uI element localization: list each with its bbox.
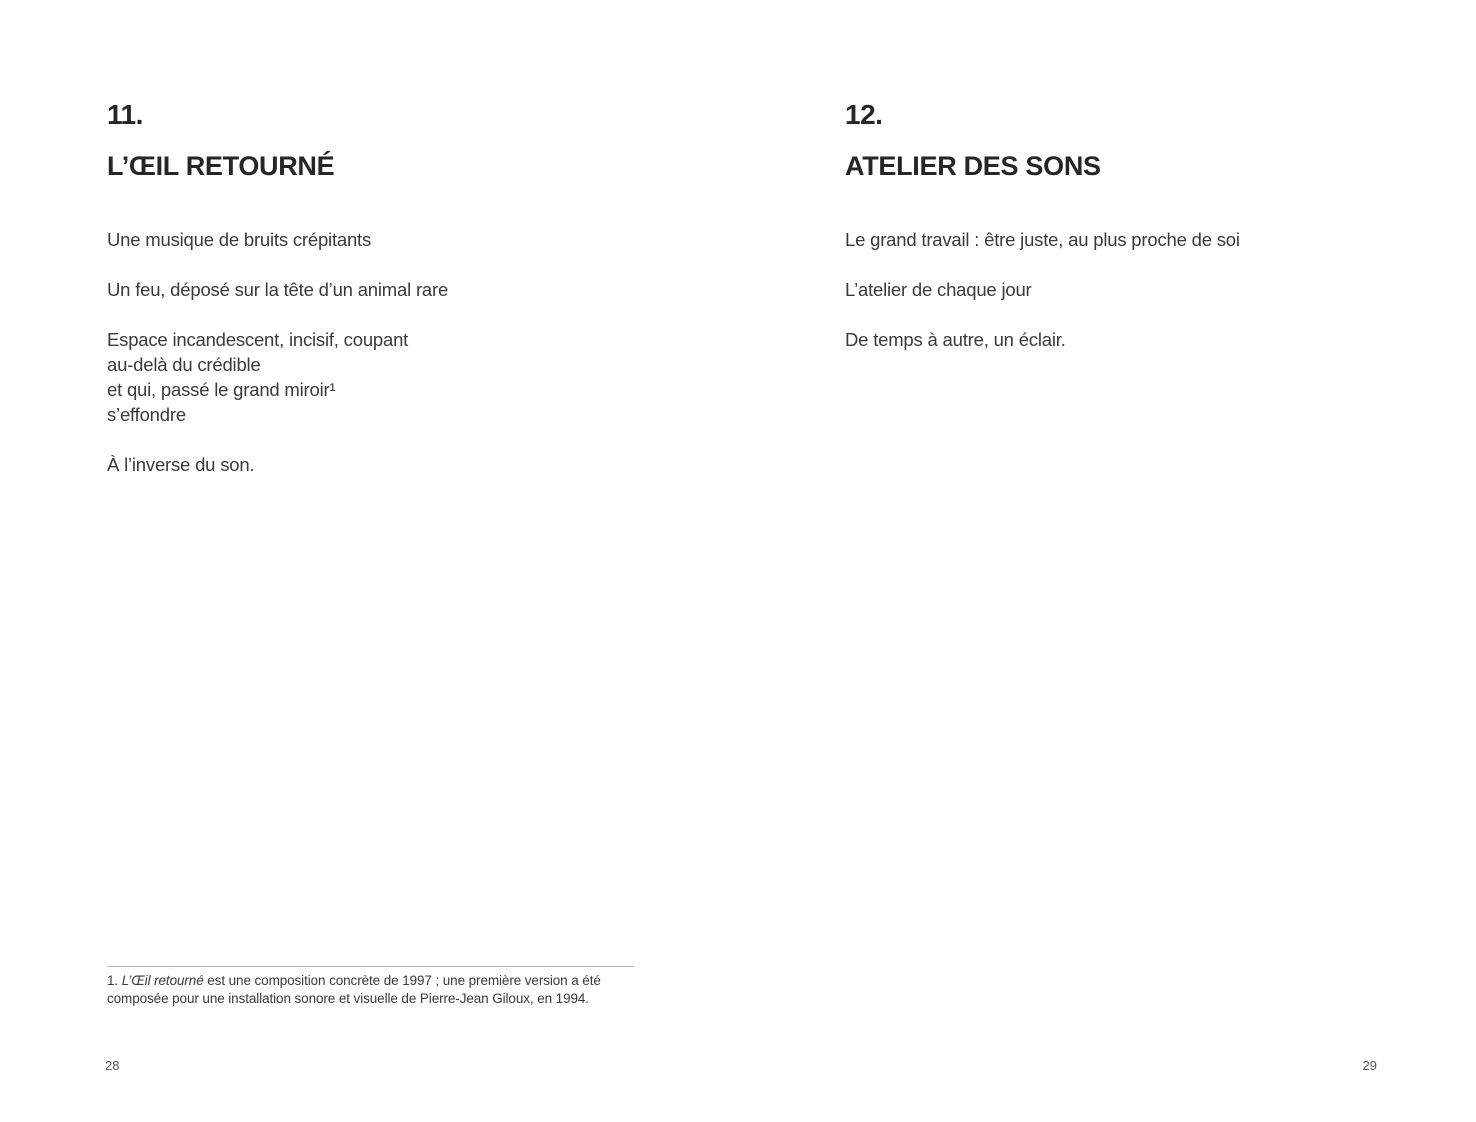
left-poem-number: 11. (107, 99, 143, 130)
left-poem (107, 227, 448, 477)
page-number-right: 29 (1362, 1058, 1377, 1073)
right-stanza-2 (845, 277, 1240, 302)
left-stanza-1 (107, 227, 448, 252)
poem-line: et qui, passé le grand miroir¹ (107, 379, 336, 400)
left-poem-title: L’ŒIL RETOURNÉ (107, 151, 335, 181)
right-poem-number: 12. (845, 99, 883, 130)
right-poem-title: ATELIER DES SONS (845, 151, 1101, 181)
footnote-line-2: composée pour une installation sonore et visuelle de Pierre-Jean Giloux, en 1994. (107, 991, 589, 1006)
poem-line: s’effondre (107, 404, 186, 425)
poem-line: Une musique de bruits crépitants (107, 229, 372, 250)
footnote-text: est une composition concrète de 1997 ; une première version a été (203, 973, 601, 988)
poem-line: À l’inverse du son. (107, 454, 255, 475)
footnote-line-1 (107, 972, 601, 990)
right-stanza-1 (845, 227, 1240, 252)
poem-line: Le grand travail : être juste, au plus proche de soi (845, 229, 1240, 250)
page-number-left: 28 (105, 1058, 120, 1073)
left-stanza-2 (107, 277, 448, 302)
poem-line: au-delà du crédible (107, 354, 261, 375)
footnote-divider (107, 966, 634, 967)
footnote-work-title: L’Œil retourné (121, 973, 204, 988)
footnote (107, 972, 601, 1008)
left-stanza-3 (107, 327, 448, 427)
right-poem (845, 227, 1240, 352)
footnote-marker: 1. (107, 973, 122, 988)
poem-line: Espace incandescent, incisif, coupant (107, 329, 409, 350)
poem-line: Un feu, déposé sur la tête d’un animal rare (107, 279, 449, 300)
left-stanza-4 (107, 452, 448, 477)
right-stanza-3 (845, 327, 1240, 352)
poem-line: De temps à autre, un éclair. (845, 329, 1066, 350)
poem-line: L’atelier de chaque jour (845, 279, 1032, 300)
